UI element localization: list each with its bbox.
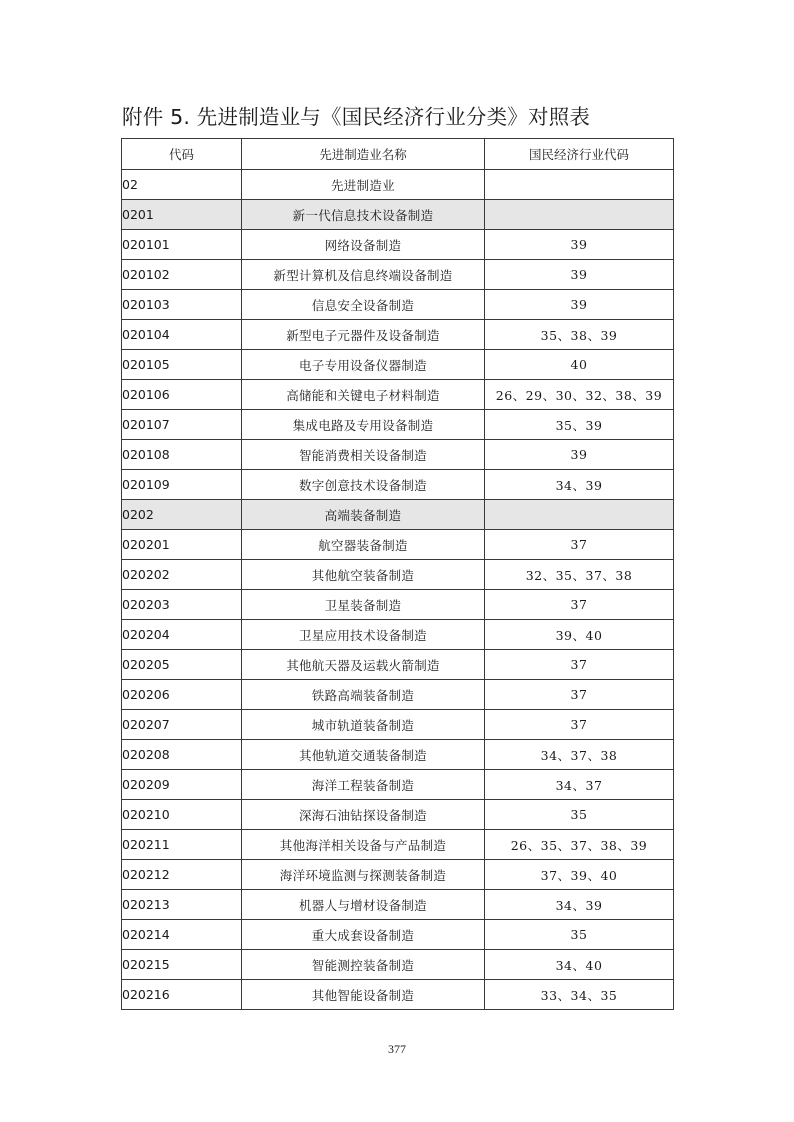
table-row bbox=[122, 200, 674, 230]
name-cell: 航空器装备制造 bbox=[242, 530, 485, 560]
table-row bbox=[122, 170, 674, 200]
name-cell: 其他海洋相关设备与产品制造 bbox=[242, 830, 485, 860]
table-row bbox=[122, 320, 674, 350]
name-cell: 海洋工程装备制造 bbox=[242, 770, 485, 800]
industry-codes-cell: 34、40 bbox=[485, 950, 674, 980]
industry-codes-cell: 37 bbox=[485, 650, 674, 680]
code-cell: 020205 bbox=[122, 650, 242, 680]
code-cell: 020206 bbox=[122, 680, 242, 710]
industry-codes-cell: 39 bbox=[485, 440, 674, 470]
code-cell: 020204 bbox=[122, 620, 242, 650]
code-cell: 020215 bbox=[122, 950, 242, 980]
name-cell: 先进制造业 bbox=[242, 170, 485, 200]
code-cell: 020201 bbox=[122, 530, 242, 560]
industry-codes-cell: 34、39 bbox=[485, 890, 674, 920]
industry-codes-cell: 39、40 bbox=[485, 620, 674, 650]
industry-codes-cell: 32、35、37、38 bbox=[485, 560, 674, 590]
code-cell: 020209 bbox=[122, 770, 242, 800]
code-cell: 020207 bbox=[122, 710, 242, 740]
table-row bbox=[122, 650, 674, 680]
code-cell: 020107 bbox=[122, 410, 242, 440]
table-row bbox=[122, 680, 674, 710]
name-cell: 信息安全设备制造 bbox=[242, 290, 485, 320]
code-cell: 020105 bbox=[122, 350, 242, 380]
code-cell: 0201 bbox=[122, 200, 242, 230]
table-row bbox=[122, 620, 674, 650]
name-cell: 智能消费相关设备制造 bbox=[242, 440, 485, 470]
industry-codes-cell: 37 bbox=[485, 710, 674, 740]
table-row bbox=[122, 860, 674, 890]
name-cell: 新一代信息技术设备制造 bbox=[242, 200, 485, 230]
name-cell: 铁路高端装备制造 bbox=[242, 680, 485, 710]
name-cell: 其他航空装备制造 bbox=[242, 560, 485, 590]
table-row bbox=[122, 710, 674, 740]
code-cell: 020103 bbox=[122, 290, 242, 320]
industry-codes-cell: 34、37、38 bbox=[485, 740, 674, 770]
industry-codes-cell bbox=[485, 170, 674, 200]
code-cell: 020212 bbox=[122, 860, 242, 890]
table-row bbox=[122, 590, 674, 620]
table-row bbox=[122, 290, 674, 320]
code-cell: 020108 bbox=[122, 440, 242, 470]
table-header-row bbox=[122, 139, 674, 170]
name-cell: 卫星装备制造 bbox=[242, 590, 485, 620]
code-cell: 020102 bbox=[122, 260, 242, 290]
table-row bbox=[122, 530, 674, 560]
page-number: 377 bbox=[388, 1042, 406, 1056]
industry-codes-cell: 35、39 bbox=[485, 410, 674, 440]
name-cell: 电子专用设备仪器制造 bbox=[242, 350, 485, 380]
code-cell: 020216 bbox=[122, 980, 242, 1010]
industry-codes-cell: 34、39 bbox=[485, 470, 674, 500]
table-row bbox=[122, 770, 674, 800]
table-row bbox=[122, 380, 674, 410]
code-cell: 020211 bbox=[122, 830, 242, 860]
industry-codes-cell: 39 bbox=[485, 230, 674, 260]
name-cell: 高储能和关键电子材料制造 bbox=[242, 380, 485, 410]
name-cell: 智能测控装备制造 bbox=[242, 950, 485, 980]
table-row bbox=[122, 740, 674, 770]
column-header-name: 先进制造业名称 bbox=[242, 139, 485, 170]
code-cell: 020213 bbox=[122, 890, 242, 920]
table-row bbox=[122, 950, 674, 980]
table-row bbox=[122, 470, 674, 500]
industry-codes-cell: 35 bbox=[485, 800, 674, 830]
industry-codes-cell: 39 bbox=[485, 260, 674, 290]
industry-codes-cell: 26、29、30、32、38、39 bbox=[485, 380, 674, 410]
code-cell: 020104 bbox=[122, 320, 242, 350]
table-row bbox=[122, 830, 674, 860]
name-cell: 其他航天器及运载火箭制造 bbox=[242, 650, 485, 680]
table-row bbox=[122, 560, 674, 590]
code-cell: 0202 bbox=[122, 500, 242, 530]
name-cell: 新型计算机及信息终端设备制造 bbox=[242, 260, 485, 290]
name-cell: 深海石油钻探设备制造 bbox=[242, 800, 485, 830]
industry-codes-cell: 34、37 bbox=[485, 770, 674, 800]
table-row bbox=[122, 500, 674, 530]
name-cell: 机器人与增材设备制造 bbox=[242, 890, 485, 920]
document-title: 附件 5. 先进制造业与《国民经济行业分类》对照表 bbox=[122, 105, 591, 129]
name-cell: 网络设备制造 bbox=[242, 230, 485, 260]
name-cell: 高端装备制造 bbox=[242, 500, 485, 530]
industry-codes-cell: 37、39、40 bbox=[485, 860, 674, 890]
name-cell: 卫星应用技术设备制造 bbox=[242, 620, 485, 650]
industry-codes-cell: 35、38、39 bbox=[485, 320, 674, 350]
table-row bbox=[122, 800, 674, 830]
industry-codes-cell bbox=[485, 200, 674, 230]
code-cell: 020210 bbox=[122, 800, 242, 830]
name-cell: 集成电路及专用设备制造 bbox=[242, 410, 485, 440]
name-cell: 新型电子元器件及设备制造 bbox=[242, 320, 485, 350]
table-row bbox=[122, 410, 674, 440]
industry-codes-cell: 37 bbox=[485, 590, 674, 620]
table-row bbox=[122, 440, 674, 470]
table-row bbox=[122, 260, 674, 290]
industry-codes-cell bbox=[485, 500, 674, 530]
code-cell: 020202 bbox=[122, 560, 242, 590]
code-cell: 020214 bbox=[122, 920, 242, 950]
industry-codes-cell: 40 bbox=[485, 350, 674, 380]
name-cell: 其他轨道交通装备制造 bbox=[242, 740, 485, 770]
table-row bbox=[122, 920, 674, 950]
code-cell: 02 bbox=[122, 170, 242, 200]
industry-codes-cell: 33、34、35 bbox=[485, 980, 674, 1010]
industry-codes-cell: 39 bbox=[485, 290, 674, 320]
code-cell: 020101 bbox=[122, 230, 242, 260]
name-cell: 数字创意技术设备制造 bbox=[242, 470, 485, 500]
name-cell: 海洋环境监测与探测装备制造 bbox=[242, 860, 485, 890]
table-body bbox=[122, 170, 674, 1010]
name-cell: 城市轨道装备制造 bbox=[242, 710, 485, 740]
industry-codes-cell: 35 bbox=[485, 920, 674, 950]
column-header-industry-codes: 国民经济行业代码 bbox=[485, 139, 674, 170]
industry-codes-cell: 37 bbox=[485, 530, 674, 560]
code-cell: 020106 bbox=[122, 380, 242, 410]
table-row bbox=[122, 230, 674, 260]
name-cell: 其他智能设备制造 bbox=[242, 980, 485, 1010]
table-row bbox=[122, 350, 674, 380]
code-cell: 020109 bbox=[122, 470, 242, 500]
code-cell: 020203 bbox=[122, 590, 242, 620]
table-row bbox=[122, 980, 674, 1010]
industry-codes-cell: 26、35、37、38、39 bbox=[485, 830, 674, 860]
industry-mapping-table bbox=[121, 138, 674, 1010]
table-row bbox=[122, 890, 674, 920]
code-cell: 020208 bbox=[122, 740, 242, 770]
column-header-code: 代码 bbox=[122, 139, 242, 170]
name-cell: 重大成套设备制造 bbox=[242, 920, 485, 950]
industry-codes-cell: 37 bbox=[485, 680, 674, 710]
